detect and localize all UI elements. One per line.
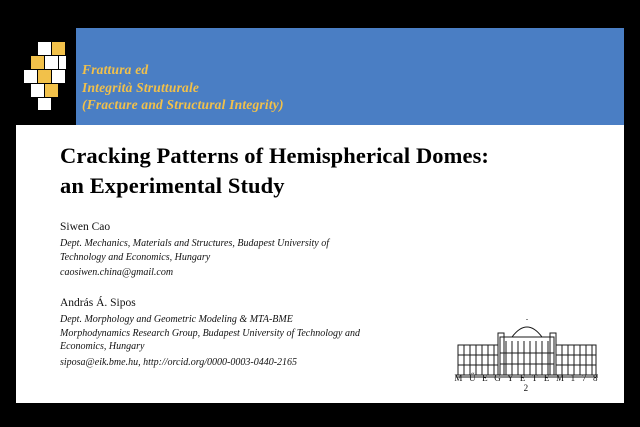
- journal-header-band: [16, 28, 624, 125]
- cube-logo-icon: [24, 42, 68, 110]
- author-email[interactable]: siposa@eik.bme.hu, http://orcid.org/0000-0003-0440-2165: [60, 356, 298, 368]
- paper-title-line-1: Cracking Patterns of Hemispherical Domes:: [60, 143, 490, 168]
- author-affiliation-line: Technology and Economics, Hungary: [60, 251, 211, 263]
- author-email[interactable]: caosiwen.china@gmail.com: [60, 267, 174, 278]
- author-block-1: [60, 220, 400, 280]
- slide-page: [16, 28, 624, 403]
- page-title: [60, 141, 600, 201]
- author-name: Siwen Cao: [60, 221, 111, 233]
- journal-title-line-1: Frattura ed: [82, 62, 149, 77]
- journal-logo-box: [16, 28, 76, 125]
- journal-title-line-3: (Fracture and Structural Integrity): [82, 97, 284, 112]
- author-block-2: [60, 296, 400, 369]
- author-affiliation-line: Economics, Hungary: [60, 341, 145, 352]
- journal-title-line-2: Integrità Strutturale: [82, 79, 200, 95]
- emblem-caption: M Ű E G Y E T E M 1 7 8 2: [454, 373, 600, 393]
- author-name: András Á. Sipos: [60, 297, 136, 309]
- author-affiliation-line: Dept. Mechanics, Materials and Structures, Budapest University of: [60, 238, 330, 249]
- author-affiliation-line: Dept. Morphology and Geometric Modeling & MTA-BME: [60, 314, 293, 325]
- journal-title: [82, 61, 512, 114]
- author-affiliation-line: Morphodynamics Research Group, Budapest University of Technology and: [60, 327, 360, 339]
- paper-title-line-2: an Experimental Study: [60, 173, 285, 198]
